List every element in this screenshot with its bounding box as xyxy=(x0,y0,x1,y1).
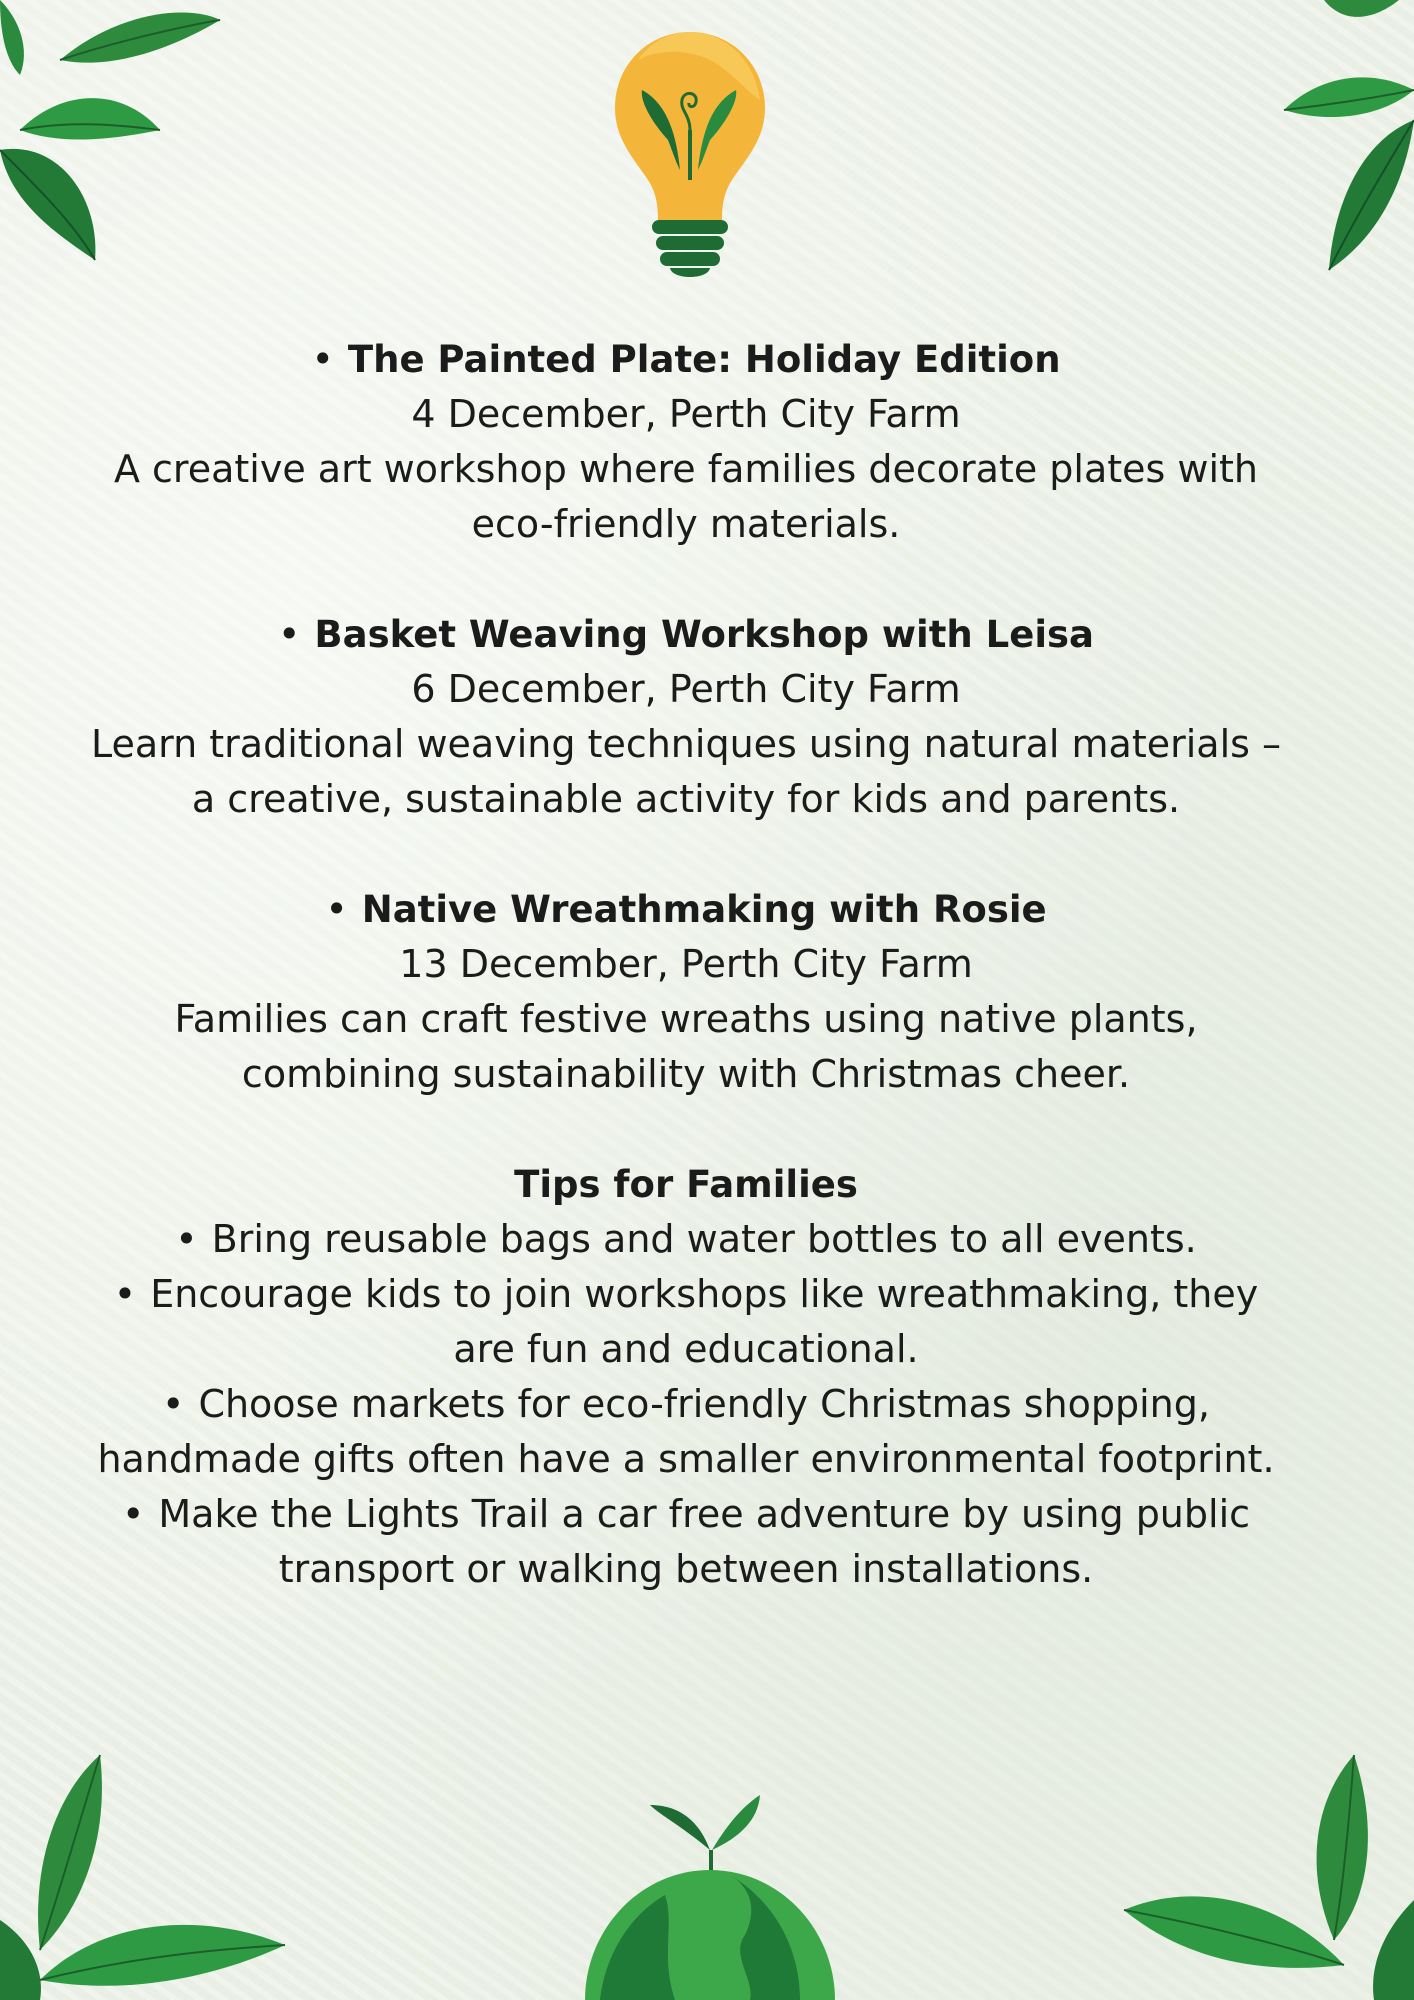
leaf-cluster-bottom-right xyxy=(1114,1750,1414,2000)
leaf-cluster-top-left xyxy=(0,0,230,270)
bullet-icon: • xyxy=(278,612,301,656)
globe-sprout-icon xyxy=(580,1755,840,2000)
event-title: Basket Weaving Workshop with Leisa xyxy=(314,613,1094,656)
tip-item xyxy=(91,1487,1281,1597)
main-content xyxy=(80,332,1292,1597)
bullet-icon: • xyxy=(175,1217,198,1261)
tips-list xyxy=(91,1212,1281,1597)
tips-heading: Tips for Families xyxy=(514,1163,858,1206)
tip-text: Make the Lights Trail a car free adventure by using public transport or walking between installations. xyxy=(158,1492,1251,1591)
event-description: A creative art workshop where families decorate plates with eco-friendly materials. xyxy=(113,447,1259,546)
event-item xyxy=(80,882,1292,1102)
event-title-row xyxy=(80,332,1292,387)
bullet-icon: • xyxy=(113,1272,137,1316)
bullet-icon: • xyxy=(311,337,334,381)
event-date-location: 4 December, Perth City Farm xyxy=(411,392,961,436)
tip-text: Choose markets for eco-friendly Christmas shopping, handmade gifts often have a smaller environmental footprint. xyxy=(97,1382,1275,1481)
event-title-row xyxy=(80,607,1292,662)
event-date-location: 13 December, Perth City Farm xyxy=(399,942,973,986)
event-date-location: 6 December, Perth City Farm xyxy=(411,667,961,711)
event-title: Native Wreathmaking with Rosie xyxy=(361,888,1047,931)
event-item xyxy=(80,332,1292,552)
tip-item xyxy=(91,1267,1281,1377)
event-description: Families can craft festive wreaths using native plants, combining sustainability with Christmas cheer. xyxy=(174,997,1198,1096)
tip-text: Encourage kids to join workshops like wreathmaking, they are fun and educational. xyxy=(150,1272,1259,1371)
event-title-row xyxy=(80,882,1292,937)
tip-item xyxy=(91,1212,1281,1267)
bullet-icon: • xyxy=(162,1382,185,1426)
bullet-icon: • xyxy=(121,1492,145,1536)
tip-text: Bring reusable bags and water bottles to all events. xyxy=(211,1217,1197,1261)
event-title: The Painted Plate: Holiday Edition xyxy=(347,338,1061,381)
event-item xyxy=(80,607,1292,827)
event-description: Learn traditional weaving techniques using natural materials – a creative, sustainable activity for kids and parents. xyxy=(90,722,1282,821)
leaf-cluster-top-right xyxy=(1194,0,1414,280)
leaf-cluster-bottom-left xyxy=(0,1750,290,2000)
bullet-icon: • xyxy=(325,887,348,931)
tip-item xyxy=(91,1377,1281,1487)
lightbulb-icon xyxy=(610,30,770,285)
